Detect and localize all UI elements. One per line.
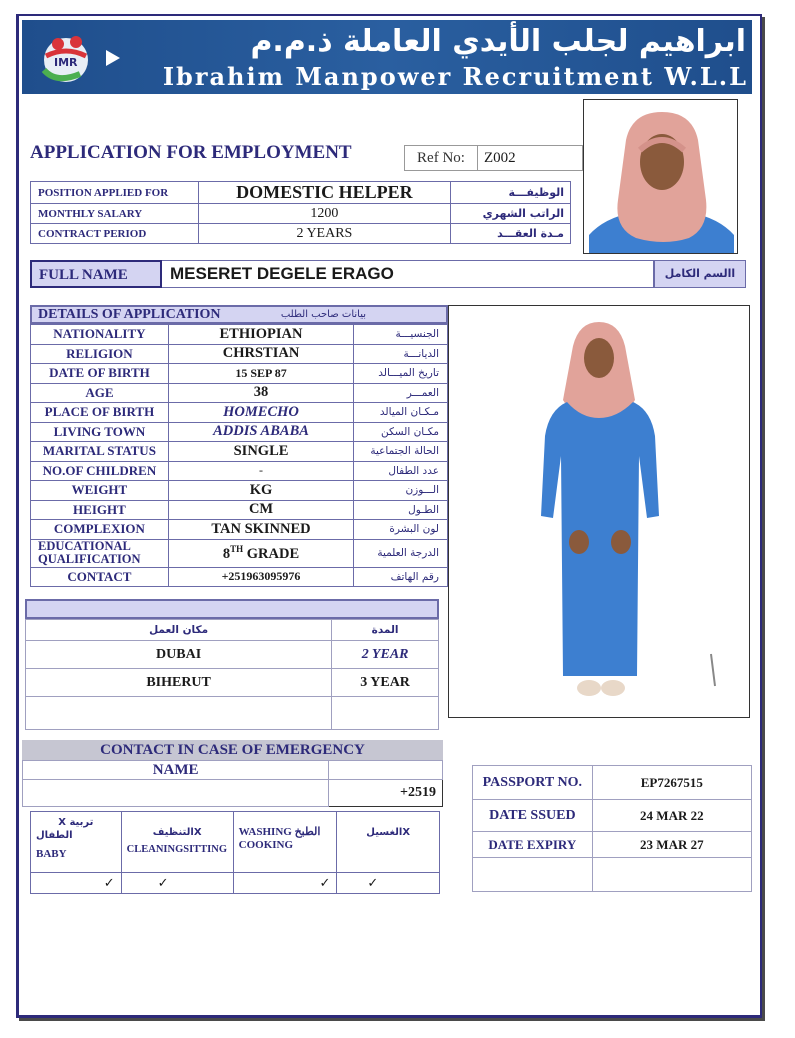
full-name-row — [30, 260, 746, 288]
company-name-english: Ibrahim Manpower Recruitment W.L.L — [162, 62, 748, 91]
skill-cleaning-line3: CLEANINGSITTING — [126, 844, 228, 855]
check-mark: ✓ — [337, 873, 440, 894]
table-row — [31, 461, 448, 481]
contact-label-ar: رقم الهاتف — [354, 567, 448, 587]
height-label-ar: الطـول — [354, 500, 448, 520]
table-row — [31, 403, 448, 423]
skill-baby-line1: X تربية — [58, 817, 94, 828]
date-issued-label: DATE SSUED — [473, 800, 593, 832]
date-expiry-label: DATE EXPIRY — [473, 832, 593, 858]
ref-no-value: Z002 — [478, 145, 583, 171]
empty-cell — [26, 697, 332, 730]
position-label-ar: الوظيفـــة — [451, 182, 571, 204]
children-label: NO.OF CHILDREN — [31, 461, 169, 481]
table-row — [31, 812, 440, 873]
complexion-label-ar: لون البشرة — [354, 520, 448, 540]
table-row — [31, 539, 448, 567]
table-row — [31, 500, 448, 520]
table-row — [31, 325, 448, 345]
applicant-portrait-photo — [583, 99, 738, 254]
marital-status-label: MARITAL STATUS — [31, 442, 169, 462]
period-header: المدة — [332, 620, 439, 641]
table-row — [473, 766, 752, 800]
weight-label: WEIGHT — [31, 481, 169, 501]
table-row — [31, 383, 448, 403]
nationality-label-ar: الجنسيـــة — [354, 325, 448, 345]
table-row — [23, 761, 443, 780]
height-label: HEIGHT — [31, 500, 169, 520]
skill-cooking — [233, 812, 337, 873]
skill-cooking-line1: WASHING الطبخ — [238, 826, 321, 838]
skill-baby-line3: BABY — [36, 848, 67, 860]
weight-label-ar: الـــوزن — [354, 481, 448, 501]
dob-value: 15 SEP 87 — [168, 364, 353, 384]
skill-baby-line2: الطفال — [36, 830, 73, 841]
place-of-birth-value: HOMECHO — [168, 403, 353, 423]
emergency-name-label: NAME — [23, 761, 329, 780]
age-label-ar: العمـــر — [354, 383, 448, 403]
experience-header-bar — [25, 599, 439, 619]
applicant-full-length-photo — [448, 305, 750, 718]
skill-cleaning-line1: التنظيفX — [152, 827, 202, 838]
table-row — [31, 364, 448, 384]
experience-table — [25, 619, 439, 730]
details-title-ar: بيانات صاحب الطلب — [280, 309, 366, 320]
skill-washing — [337, 812, 440, 873]
table-row — [26, 620, 439, 641]
children-value: - — [168, 461, 353, 481]
table-row — [31, 481, 448, 501]
education-label: EDUCATIONAL QUALIFICATION — [31, 539, 169, 567]
living-town-label: LIVING TOWN — [31, 422, 169, 442]
table-row — [31, 422, 448, 442]
education-grade-suffix: TH — [230, 543, 244, 554]
passport-table — [472, 765, 752, 892]
full-name-label: FULL NAME — [30, 260, 162, 288]
details-title: DETAILS OF APPLICATION — [38, 307, 221, 322]
contract-value: 2 YEARS — [198, 224, 451, 244]
age-value: 38 — [168, 383, 353, 403]
position-value: DOMESTIC HELPER — [198, 182, 451, 204]
marital-status-label-ar: الحالة الجتماعية — [354, 442, 448, 462]
weight-value: KG — [168, 481, 353, 501]
children-label-ar: عدد الطفال — [354, 461, 448, 481]
empty-cell — [332, 697, 439, 730]
date-expiry-value: 23 MAR 27 — [592, 832, 751, 858]
table-row — [31, 224, 571, 244]
table-row — [31, 567, 448, 587]
table-row — [31, 182, 571, 204]
complexion-value: TAN SKINNED — [168, 520, 353, 540]
education-grade-number: 8 — [222, 545, 231, 562]
table-row — [473, 832, 752, 858]
dob-label-ar: تاريخ الميـــالد — [354, 364, 448, 384]
salary-value: 1200 — [198, 204, 451, 224]
living-town-value: ADDIS ABABA — [168, 422, 353, 442]
place-of-birth-label: PLACE OF BIRTH — [31, 403, 169, 423]
position-table — [30, 181, 571, 244]
work-place-header: مكان العمل — [26, 620, 332, 641]
table-row — [31, 204, 571, 224]
table-row — [473, 858, 752, 892]
table-row — [473, 800, 752, 832]
age-label: AGE — [31, 383, 169, 403]
empty-cell — [329, 761, 443, 780]
check-mark: ✓ — [233, 873, 337, 894]
logo-text: IMR — [54, 56, 78, 69]
education-label-ar: الدرجة العلمية — [354, 539, 448, 567]
table-row — [23, 780, 443, 807]
contact-label: CONTACT — [31, 567, 169, 587]
experience-period: 3 YEAR — [332, 669, 439, 697]
experience-place: BIHERUT — [26, 669, 332, 697]
check-mark: ✓ — [121, 873, 233, 894]
contract-label: CONTRACT PERIOD — [31, 224, 199, 244]
contract-label-ar: مـدة العقـــد — [451, 224, 571, 244]
skill-cleaning — [121, 812, 233, 873]
table-row — [26, 641, 439, 669]
check-mark: ✓ — [31, 873, 122, 894]
position-label: POSITION APPLIED FOR — [31, 182, 199, 204]
empty-cell — [473, 858, 593, 892]
contact-value: +251963095976 — [168, 567, 353, 587]
experience-place: DUBAI — [26, 641, 332, 669]
skill-washing-line1: الغسيلX — [366, 827, 411, 838]
religion-value: CHRSTIAN — [168, 344, 353, 364]
table-row — [31, 873, 440, 894]
salary-label-ar: الراتب الشهري — [451, 204, 571, 224]
experience-period: 2 YEAR — [332, 641, 439, 669]
table-row — [31, 442, 448, 462]
education-value — [168, 539, 353, 567]
emergency-phone: +2519 — [329, 780, 443, 807]
complexion-label: COMPLEXION — [31, 520, 169, 540]
date-issued-value: 24 MAR 22 — [592, 800, 751, 832]
skill-baby — [31, 812, 122, 873]
table-row — [31, 344, 448, 364]
skills-table — [30, 811, 440, 894]
ref-no-label: Ref No: — [404, 145, 478, 171]
empty-cell — [592, 858, 751, 892]
emergency-title: CONTACT IN CASE OF EMERGENCY — [22, 740, 443, 760]
table-row — [31, 520, 448, 540]
company-logo — [36, 30, 128, 86]
full-name-value: MESERET DEGELE ERAGO — [162, 260, 654, 288]
nationality-value: ETHIOPIAN — [168, 325, 353, 345]
education-grade-word: GRADE — [243, 545, 300, 562]
salary-label: MONTHLY SALARY — [31, 204, 199, 224]
details-header — [30, 305, 448, 324]
table-row — [26, 669, 439, 697]
nationality-label: NATIONALITY — [31, 325, 169, 345]
company-name-arabic: ابراهيم لجلب الأيدي العاملة ذ.م.م — [250, 24, 746, 59]
living-town-label-ar: مكـان السكن — [354, 422, 448, 442]
place-of-birth-label-ar: مـكـان الميالد — [354, 403, 448, 423]
passport-no-label: PASSPORT NO. — [473, 766, 593, 800]
emergency-name-value — [23, 780, 329, 807]
emergency-table — [22, 760, 443, 807]
table-row — [26, 697, 439, 730]
details-table — [30, 324, 448, 587]
religion-label-ar: الديانـــة — [354, 344, 448, 364]
full-name-label-ar: االسم الكامل — [654, 260, 746, 288]
skill-cooking-line3: COOKING — [238, 839, 294, 851]
dob-label: DATE OF BIRTH — [31, 364, 169, 384]
company-banner — [22, 20, 752, 94]
marital-status-value: SINGLE — [168, 442, 353, 462]
religion-label: RELIGION — [31, 344, 169, 364]
passport-no-value: EP7267515 — [592, 766, 751, 800]
form-title: APPLICATION FOR EMPLOYMENT — [30, 142, 352, 163]
height-value: CM — [168, 500, 353, 520]
